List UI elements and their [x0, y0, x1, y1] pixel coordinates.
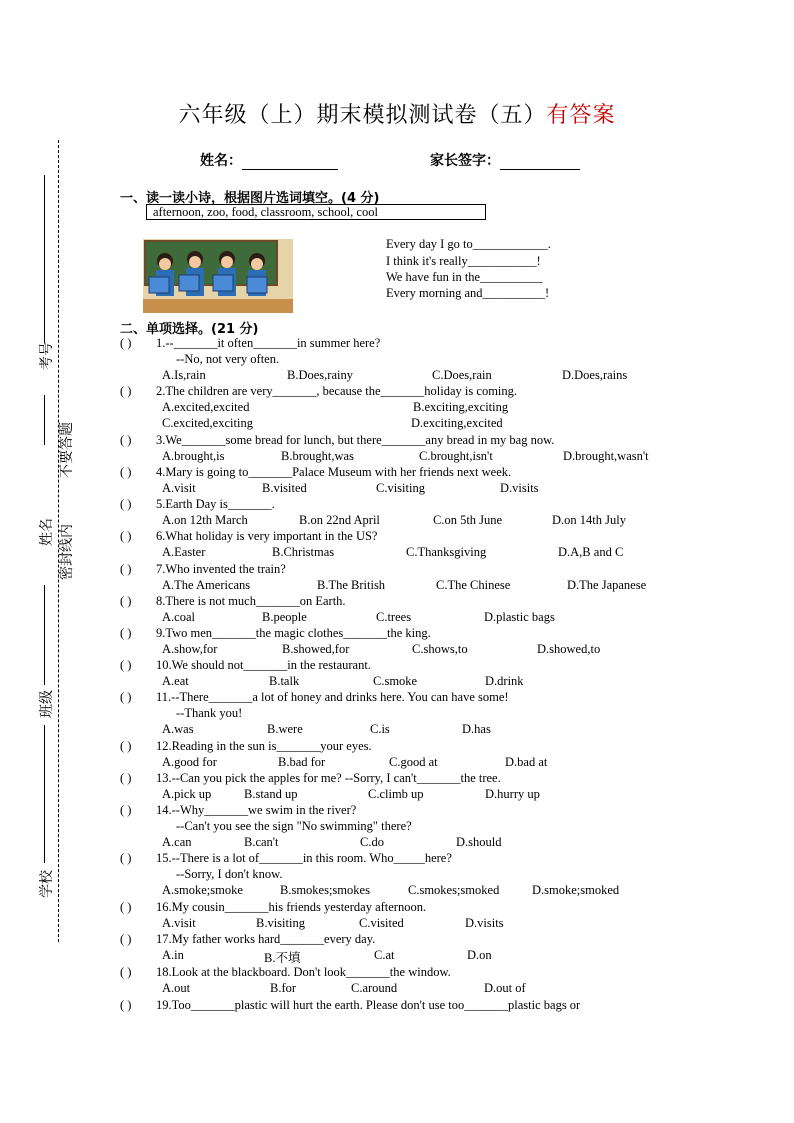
class-label: 班级	[39, 690, 55, 718]
option-b[interactable]: B.Does,rainy	[287, 368, 353, 382]
option-c[interactable]: C.brought,isn't	[419, 449, 493, 463]
option-c[interactable]: C.on 5th June	[433, 513, 503, 527]
word-bank: afternoon, zoo, food, classroom, school, cool	[146, 204, 486, 220]
option-b[interactable]: B.showed,for	[282, 642, 350, 656]
class-line	[44, 725, 45, 863]
option-d[interactable]: D.hurry up	[485, 787, 540, 801]
option-b[interactable]: B.The British	[317, 578, 386, 592]
question-stem: 19.Too_______plastic will hurt the earth. Please don't use too_______plastic bags or	[156, 998, 581, 1012]
parent-sign-label: 家长签字：	[430, 153, 500, 169]
option-c[interactable]: C.at	[374, 948, 395, 962]
question-row	[120, 497, 275, 512]
answer-parens[interactable]: ( )	[120, 562, 132, 576]
poem-line-2: I think it's really___________!	[386, 254, 541, 268]
question-row	[120, 998, 580, 1013]
option-b[interactable]: B.exciting,exciting	[413, 400, 509, 414]
question-stem: 13.--Can you pick the apples for me? --Sorry, I can't_______the tree.	[156, 771, 501, 785]
question-row	[120, 900, 426, 915]
question-stem: 16.My cousin_______his friends yesterday afternoon.	[156, 900, 427, 914]
option-a[interactable]: A.in	[162, 948, 184, 962]
question-followup: --Can't you see the sign "No swimming" there?	[176, 819, 412, 833]
classroom-illustration	[143, 239, 293, 313]
question-row	[120, 851, 452, 866]
question-stem: 9.Two men_______the magic clothes_______the king.	[156, 626, 431, 640]
option-b[interactable]: B.brought,was	[281, 449, 354, 463]
answer-tag: 有答案	[546, 103, 616, 128]
question-stem: 4.Mary is going to_______Palace Museum with her friends next week.	[156, 465, 512, 479]
page-title	[0, 98, 794, 129]
question-row	[120, 433, 554, 448]
option-a[interactable]: A.eat	[162, 674, 189, 688]
answer-parens[interactable]: ( )	[120, 497, 132, 511]
students-reading-image	[143, 239, 293, 313]
option-d[interactable]: D.exciting,excited	[411, 416, 503, 430]
answer-parens[interactable]: ( )	[120, 851, 132, 865]
answer-parens[interactable]: ( )	[120, 658, 132, 672]
question-row	[120, 336, 380, 351]
no-answer-label: 不要答题	[59, 422, 75, 478]
option-d[interactable]: D.brought,wasn't	[563, 449, 649, 463]
option-a[interactable]: A.was	[162, 722, 194, 736]
school-label: 学校	[39, 870, 55, 898]
option-a[interactable]: A.brought,is	[162, 449, 225, 463]
parent-sign-field	[430, 150, 580, 170]
option-b[interactable]: B.were	[267, 722, 303, 736]
question-row	[120, 658, 371, 673]
option-a[interactable]: A.pick up	[162, 787, 212, 801]
option-b[interactable]: B.Christmas	[272, 545, 335, 559]
name-field	[200, 150, 338, 170]
option-c[interactable]: C.smokes;smoked	[408, 883, 500, 897]
option-b[interactable]: B.on 22nd April	[299, 513, 380, 527]
option-c[interactable]: C.do	[360, 835, 384, 849]
answer-parens[interactable]: ( )	[120, 594, 132, 608]
option-b[interactable]: B.can't	[244, 835, 279, 849]
question-stem: 15.--There is a lot of_______in this room. Who_____here?	[156, 851, 452, 865]
question-stem: 10.We should not_______in the restaurant.	[156, 658, 371, 672]
option-c[interactable]: C.around	[351, 981, 398, 995]
option-c[interactable]: C.Does,rain	[432, 368, 492, 382]
option-d[interactable]: D.The Japanese	[567, 578, 647, 592]
option-a[interactable]: A.good for	[162, 755, 217, 769]
question-row	[120, 965, 451, 980]
question-row	[120, 384, 517, 399]
title-main: 六年级（上）期末模拟测试卷（五）	[178, 103, 547, 128]
option-b[interactable]: B.for	[270, 981, 297, 995]
parent-sign-blank[interactable]	[500, 155, 580, 170]
option-d[interactable]: D.on	[467, 948, 492, 962]
answer-parens[interactable]: ( )	[120, 336, 132, 350]
question-followup: --No, not very often.	[176, 352, 280, 366]
option-d[interactable]: D.drink	[485, 674, 524, 688]
option-b[interactable]: B.stand up	[244, 787, 298, 801]
option-c[interactable]: C.The Chinese	[436, 578, 511, 592]
option-b[interactable]: B.people	[262, 610, 307, 624]
name-margin-line	[44, 585, 45, 685]
option-c[interactable]: C.shows,to	[412, 642, 468, 656]
option-a[interactable]: A.can	[162, 835, 192, 849]
option-b[interactable]: B.smokes;smokes	[280, 883, 370, 897]
section2-heading: 二、单项选择。(21 分)	[120, 322, 259, 337]
option-c[interactable]: C.visited	[359, 916, 404, 930]
option-b[interactable]: B.bad for	[278, 755, 326, 769]
option-c[interactable]: C.good at	[389, 755, 438, 769]
answer-parens[interactable]: ( )	[120, 771, 132, 785]
question-row	[120, 771, 501, 786]
answer-parens[interactable]: ( )	[120, 465, 132, 479]
option-b[interactable]: B.不填	[264, 951, 301, 965]
option-a[interactable]: A.visit	[162, 916, 196, 930]
question-row	[120, 626, 431, 641]
option-c[interactable]: C.Thanksgiving	[406, 545, 487, 559]
option-a[interactable]: A.show,for	[162, 642, 218, 656]
sealed-label: 密封线内	[59, 524, 75, 580]
option-c[interactable]: C.climb up	[368, 787, 424, 801]
option-c[interactable]: C.smoke	[373, 674, 418, 688]
answer-parens[interactable]: ( )	[120, 529, 132, 543]
option-b[interactable]: B.visited	[262, 481, 307, 495]
name-margin-label: 姓名	[39, 518, 55, 546]
section1-heading: 一、读一读小诗，根据图片选词填空。(4 分)	[120, 191, 380, 206]
question-stem: 14.--Why_______we swim in the river?	[156, 803, 357, 817]
question-row	[120, 803, 356, 818]
option-a[interactable]: A.The Americans	[162, 578, 251, 592]
question-stem: 6.What holiday is very important in the US?	[156, 529, 378, 543]
question-row	[120, 739, 372, 754]
option-c[interactable]: C.excited,exciting	[162, 416, 253, 430]
name-blank[interactable]	[242, 155, 338, 170]
question-stem: 18.Look at the blackboard. Don't look_______the window.	[156, 965, 451, 979]
answer-parens[interactable]: ( )	[120, 900, 132, 914]
answer-parens[interactable]: ( )	[120, 433, 132, 447]
question-stem: 2.The children are very_______, because the_______holiday is coming.	[156, 384, 518, 398]
option-a[interactable]: A.excited,excited	[162, 400, 250, 414]
answer-parens[interactable]: ( )	[120, 384, 132, 398]
option-d[interactable]: D.bad at	[505, 755, 548, 769]
option-a[interactable]: A.out	[162, 981, 191, 995]
question-row	[120, 932, 375, 947]
option-d[interactable]: D.should	[456, 835, 502, 849]
question-row	[120, 690, 509, 705]
exam-no-line	[44, 175, 45, 343]
answer-parens[interactable]: ( )	[120, 626, 132, 640]
question-followup: --Thank you!	[176, 706, 243, 720]
poem-line-4: Every morning and__________!	[386, 286, 550, 300]
question-stem: 17.My father works hard_______every day.	[156, 932, 376, 946]
answer-parens[interactable]: ( )	[120, 803, 132, 817]
answer-parens[interactable]: ( )	[120, 690, 132, 704]
answer-parens[interactable]: ( )	[120, 932, 132, 946]
option-d[interactable]: D.showed,to	[537, 642, 601, 656]
option-d[interactable]: D.A,B and C	[558, 545, 624, 559]
question-stem: 3.We_______some bread for lunch, but there_______any bread in my bag now.	[156, 433, 555, 447]
option-d[interactable]: D.has	[462, 722, 491, 736]
option-d[interactable]: D.visits	[500, 481, 539, 495]
option-a[interactable]: A.coal	[162, 610, 195, 624]
option-a[interactable]: A.Is,rain	[162, 368, 206, 382]
answer-parens[interactable]: ( )	[120, 965, 132, 979]
option-a[interactable]: A.on 12th March	[162, 513, 248, 527]
question-row	[120, 594, 346, 609]
option-d[interactable]: D.on 14th July	[552, 513, 626, 527]
option-d[interactable]: D.plastic bags	[484, 610, 555, 624]
question-row	[120, 562, 286, 577]
answer-parens[interactable]: ( )	[120, 739, 132, 753]
question-followup: --Sorry, I don't know.	[176, 867, 283, 881]
option-c[interactable]: C.visiting	[376, 481, 425, 495]
option-b[interactable]: B.visiting	[256, 916, 305, 930]
option-d[interactable]: D.Does,rains	[562, 368, 628, 382]
question-stem: 12.Reading in the sun is_______your eyes.	[156, 739, 372, 753]
option-c[interactable]: C.is	[370, 722, 390, 736]
option-a[interactable]: A.smoke;smoke	[162, 883, 243, 897]
name-label: 姓名：	[200, 153, 242, 169]
option-a[interactable]: A.visit	[162, 481, 196, 495]
option-c[interactable]: C.trees	[376, 610, 412, 624]
option-a[interactable]: A.Easter	[162, 545, 206, 559]
exam-no-label: 考号	[39, 342, 55, 370]
poem-line-3: We have fun in the__________	[386, 270, 543, 284]
question-row	[120, 465, 511, 480]
option-b[interactable]: B.talk	[269, 674, 300, 688]
question-stem: 7.Who invented the train?	[156, 562, 286, 576]
question-stem: 5.Earth Day is_______.	[156, 497, 275, 511]
question-stem: 11.--There_______a lot of honey and drinks here. You can have some!	[156, 690, 509, 704]
question-stem: 1.--_______it often_______in summer here?	[156, 336, 381, 350]
question-row	[120, 529, 377, 544]
answer-parens[interactable]: ( )	[120, 998, 132, 1012]
option-d[interactable]: D.visits	[465, 916, 504, 930]
poem-line-1: Every day I go to____________.	[386, 237, 551, 251]
option-d[interactable]: D.out of	[484, 981, 526, 995]
option-d[interactable]: D.smoke;smoked	[532, 883, 620, 897]
question-stem: 8.There is not much_______on Earth.	[156, 594, 346, 608]
margin-line-2	[44, 395, 45, 445]
